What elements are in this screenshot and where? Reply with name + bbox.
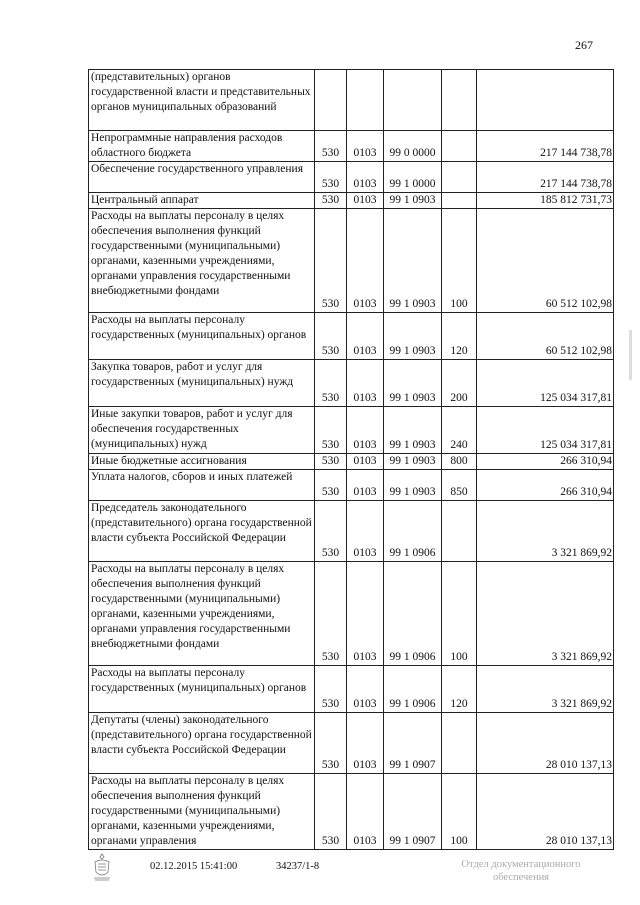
row-amount: 266 310,94 [477, 470, 614, 501]
table-row [89, 562, 614, 666]
table-row [89, 70, 614, 131]
table-row [89, 454, 614, 470]
coat-of-arms-icon [91, 852, 113, 882]
row-vr: 200 [442, 360, 477, 407]
footer-dept-line1: Отдел документационного [461, 859, 581, 870]
row-vr [442, 501, 477, 562]
row-rz: 0103 [347, 774, 384, 850]
row-csr: 99 1 0903 [384, 209, 442, 313]
table-row [89, 209, 614, 313]
row-csr: 99 1 0903 [384, 407, 442, 454]
row-csr: 99 1 0906 [384, 501, 442, 562]
row-name: (представительных) органов государственной власти и представительных органов муниципальных образований [89, 70, 315, 131]
row-vr [442, 713, 477, 774]
row-rz: 0103 [347, 470, 384, 501]
row-rz: 0103 [347, 193, 384, 209]
row-rz: 0103 [347, 313, 384, 360]
row-vr [442, 193, 477, 209]
row-csr: 99 1 0903 [384, 360, 442, 407]
row-amount: 125 034 317,81 [477, 407, 614, 454]
row-rz: 0103 [347, 162, 384, 193]
row-name: Закупка товаров, работ и услуг для государственных (муниципальных) нужд [89, 360, 315, 407]
row-name: Депутаты (члены) законодательного (представительного) органа государственной власти субъекта Российской Федерации [89, 713, 315, 774]
table-row [89, 193, 614, 209]
row-csr: 99 1 0906 [384, 562, 442, 666]
row-ved: 530 [315, 562, 347, 666]
row-vr [442, 131, 477, 162]
row-amount: 60 512 102,98 [477, 313, 614, 360]
row-name: Непрограммные направления расходов областного бюджета [89, 131, 315, 162]
row-rz: 0103 [347, 209, 384, 313]
table-row [89, 131, 614, 162]
row-ved: 530 [315, 209, 347, 313]
row-vr: 120 [442, 313, 477, 360]
row-name: Расходы на выплаты персоналу в целях обеспечения выполнения функций государственными (муниципальными) органами, казенными учреждениями, органами управления [89, 774, 315, 850]
row-rz: 0103 [347, 454, 384, 470]
row-amount: 266 310,94 [477, 454, 614, 470]
row-vr: 100 [442, 562, 477, 666]
row-vr [442, 70, 477, 131]
row-rz: 0103 [347, 713, 384, 774]
row-ved: 530 [315, 313, 347, 360]
row-vr [442, 162, 477, 193]
row-vr: 120 [442, 666, 477, 713]
row-amount: 3 321 869,92 [477, 501, 614, 562]
row-ved: 530 [315, 454, 347, 470]
row-amount: 60 512 102,98 [477, 209, 614, 313]
row-amount: 28 010 137,13 [477, 713, 614, 774]
row-name: Расходы на выплаты персоналу государственных (муниципальных) органов [89, 313, 315, 360]
row-ved [315, 70, 347, 131]
row-name: Расходы на выплаты персоналу в целях обеспечения выполнения функций государственными (муниципальными) органами, казенными учреждениями, органами управления государственными внебюджетными фондами [89, 562, 315, 666]
row-rz: 0103 [347, 360, 384, 407]
footer-timestamp: 02.12.2015 15:41:00 [150, 861, 238, 872]
row-csr: 99 1 0907 [384, 713, 442, 774]
table-row [89, 713, 614, 774]
row-rz: 0103 [347, 407, 384, 454]
row-name: Иные бюджетные ассигнования [89, 454, 315, 470]
row-csr: 99 1 0903 [384, 454, 442, 470]
row-amount: 28 010 137,13 [477, 774, 614, 850]
row-csr [384, 70, 442, 131]
row-rz: 0103 [347, 131, 384, 162]
table-row [89, 407, 614, 454]
page-footer [0, 858, 640, 898]
row-csr: 99 0 0000 [384, 131, 442, 162]
budget-table-body [89, 70, 614, 850]
row-vr: 100 [442, 209, 477, 313]
row-ved: 530 [315, 713, 347, 774]
row-csr: 99 1 0000 [384, 162, 442, 193]
row-amount: 217 144 738,78 [477, 162, 614, 193]
row-ved: 530 [315, 774, 347, 850]
row-vr: 240 [442, 407, 477, 454]
row-ved: 530 [315, 162, 347, 193]
table-row [89, 774, 614, 850]
table-row [89, 470, 614, 501]
row-csr: 99 1 0906 [384, 666, 442, 713]
row-vr: 800 [442, 454, 477, 470]
row-name: Председатель законодательного (представительного) органа государственной власти субъекта Российской Федерации [89, 501, 315, 562]
footer-doc-number: 34237/1-8 [276, 861, 320, 872]
row-amount: 3 321 869,92 [477, 562, 614, 666]
row-amount: 3 321 869,92 [477, 666, 614, 713]
row-csr: 99 1 0903 [384, 193, 442, 209]
row-name: Уплата налогов, сборов и иных платежей [89, 470, 315, 501]
row-vr: 100 [442, 774, 477, 850]
row-name: Обеспечение государственного управления [89, 162, 315, 193]
row-ved: 530 [315, 666, 347, 713]
budget-table [88, 69, 614, 850]
row-csr: 99 1 0903 [384, 470, 442, 501]
row-amount: 185 812 731,73 [477, 193, 614, 209]
row-ved: 530 [315, 501, 347, 562]
row-rz: 0103 [347, 501, 384, 562]
table-row [89, 501, 614, 562]
scan-margin-mark [629, 330, 632, 380]
row-csr: 99 1 0907 [384, 774, 442, 850]
row-rz: 0103 [347, 666, 384, 713]
row-ved: 530 [315, 470, 347, 501]
table-row [89, 666, 614, 713]
row-name: Расходы на выплаты персоналу государственных (муниципальных) органов [89, 666, 315, 713]
row-ved: 530 [315, 131, 347, 162]
row-amount: 217 144 738,78 [477, 131, 614, 162]
table-row [89, 313, 614, 360]
row-ved: 530 [315, 193, 347, 209]
footer-department [446, 858, 596, 884]
row-name: Расходы на выплаты персоналу в целях обеспечения выполнения функций государственными (муниципальными) органами, казенными учреждениями, органами управления государственными внебюджетными фондами [89, 209, 315, 313]
row-vr: 850 [442, 470, 477, 501]
row-name: Центральный аппарат [89, 193, 315, 209]
footer-dept-line2: обеспечения [492, 872, 550, 883]
row-name: Иные закупки товаров, работ и услуг для обеспечения государственных (муниципальных) нужд [89, 407, 315, 454]
row-amount: 125 034 317,81 [477, 360, 614, 407]
table-row [89, 162, 614, 193]
page-number: 267 [575, 38, 593, 52]
row-csr: 99 1 0903 [384, 313, 442, 360]
row-amount [477, 70, 614, 131]
table-row [89, 360, 614, 407]
row-ved: 530 [315, 407, 347, 454]
row-rz [347, 70, 384, 131]
row-ved: 530 [315, 360, 347, 407]
row-rz: 0103 [347, 562, 384, 666]
